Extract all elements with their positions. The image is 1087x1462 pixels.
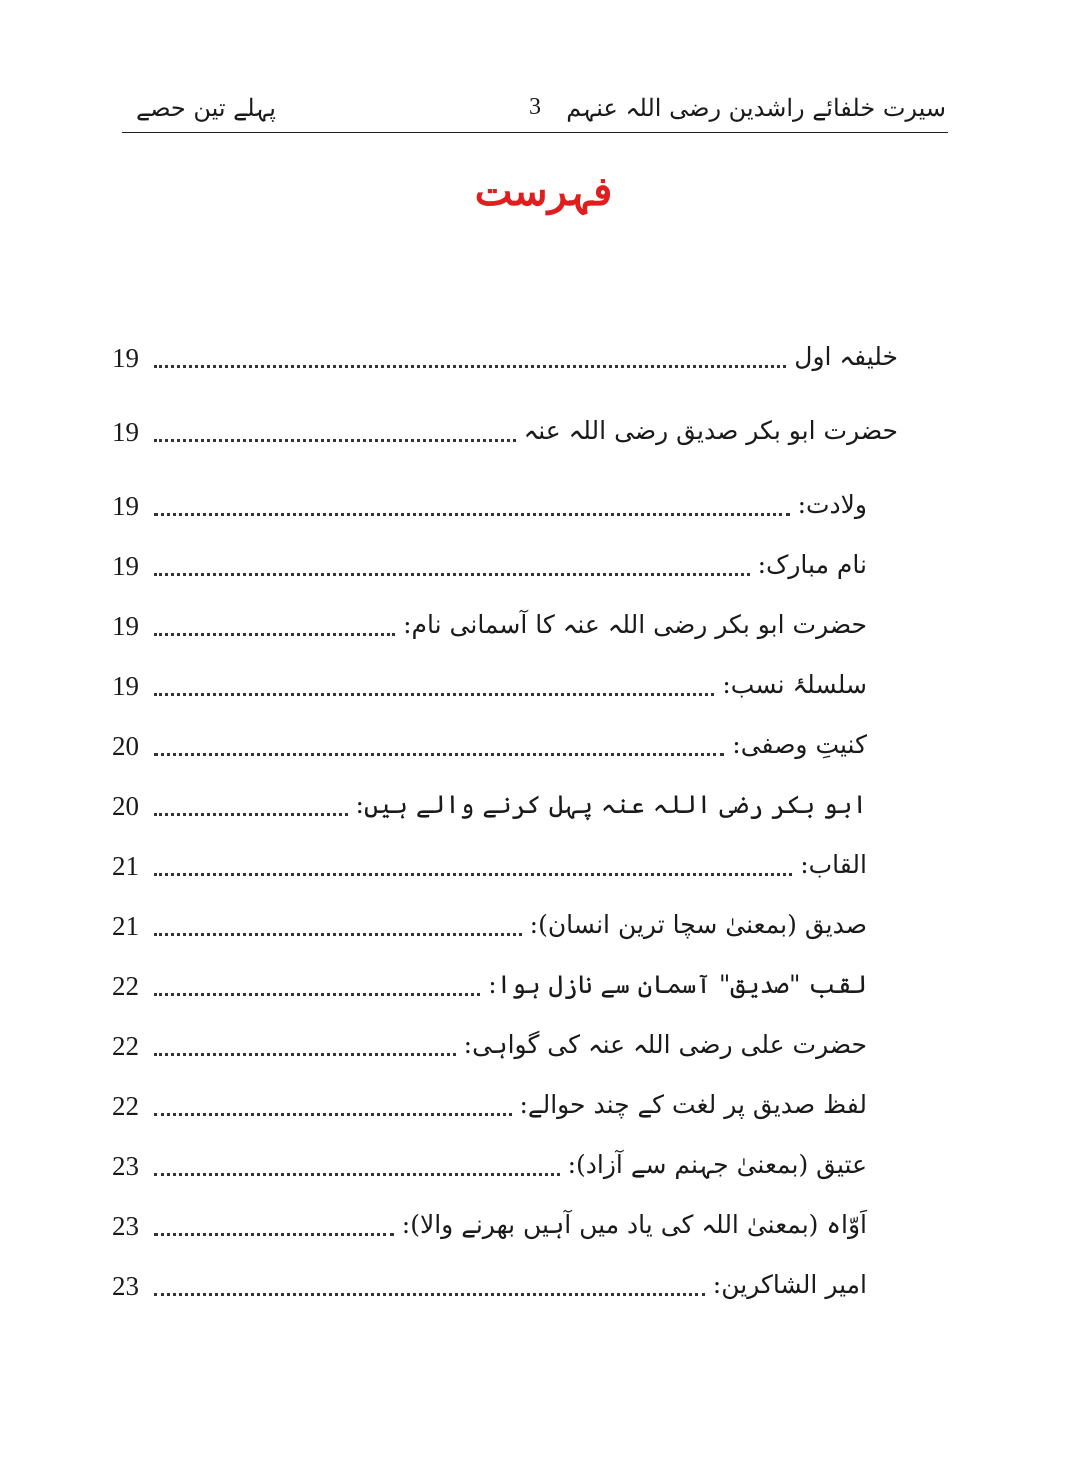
toc-leader-dots (154, 873, 792, 876)
toc-entry (112, 1076, 867, 1120)
toc-leader-dots (154, 439, 516, 442)
toc-entry-label: خلیفہ اول (794, 342, 898, 371)
toc-page-number: 22 (112, 1091, 139, 1121)
toc-leader-dots (154, 933, 522, 936)
toc-entry-label: عتیق (بمعنیٰ جہنم سے آزاد): (567, 1150, 867, 1179)
toc-entry (112, 596, 867, 640)
toc-entry-label: ولادت: (797, 490, 867, 519)
toc-page-number: 19 (112, 491, 139, 521)
toc-leader-dots (154, 993, 480, 996)
toc-entry-label: امیر الشاکرین: (712, 1270, 867, 1299)
toc-entry (112, 1256, 867, 1300)
toc-entry-label: حضرت ابو بکر صدیق رضی اللہ عنہ (523, 416, 898, 445)
toc-entry (112, 1196, 867, 1240)
toc-entry-label: ابو بکر رضی اللہ عنہ پہل کرنے والے ہیں: (355, 790, 867, 819)
toc-page-number: 23 (112, 1271, 139, 1301)
toc-entry-label: صدیق (بمعنیٰ سچا ترین انسان): (529, 910, 867, 939)
toc-entry (112, 656, 867, 700)
toc-entry (112, 328, 898, 372)
toc-entry-label: سلسلۂ نسب: (722, 670, 867, 699)
toc-page-number: 19 (112, 671, 139, 701)
toc-page-number: 21 (112, 851, 139, 881)
toc-entry-label: لقب "صدیق" آسمان سے نازل ہوا: (488, 970, 867, 999)
toc-entry (112, 476, 867, 520)
toc-entry-label: حضرت ابو بکر رضی اللہ عنہ کا آسمانی نام: (403, 610, 867, 639)
toc-page-number: 19 (112, 551, 139, 581)
toc-leader-dots (154, 753, 724, 756)
toc-entry (112, 716, 867, 760)
page-header (122, 88, 948, 133)
toc-leader-dots (154, 813, 348, 816)
toc-leader-dots (154, 1233, 394, 1236)
toc-entry (112, 1016, 867, 1060)
toc-entry (112, 1136, 867, 1180)
toc-leader-dots (154, 1053, 456, 1056)
toc-entry (112, 956, 867, 1000)
toc-entry (112, 402, 898, 446)
toc-entry (112, 776, 867, 820)
toc-leader-dots (154, 1173, 560, 1176)
toc-entry-label: لفظ صدیق پر لغت کے چند حوالے: (519, 1090, 867, 1119)
toc-page-number: 23 (112, 1151, 139, 1181)
toc-page-number: 19 (112, 343, 139, 373)
toc-entry (112, 536, 867, 580)
toc-entry-label: نام مبارک: (757, 550, 867, 579)
toc-page-number: 22 (112, 971, 139, 1001)
toc-leader-dots (154, 1113, 512, 1116)
toc-leader-dots (154, 1293, 705, 1296)
toc-entry-label: حضرت علی رضی اللہ عنہ کی گواہی: (463, 1030, 867, 1059)
toc-entry-label: کنیتِ وصفی: (732, 730, 867, 759)
toc-page-number: 21 (112, 911, 139, 941)
toc-entry (112, 836, 867, 880)
toc-leader-dots (154, 513, 790, 516)
toc-page-number: 20 (112, 731, 139, 761)
toc-page-number: 20 (112, 791, 139, 821)
header-book-title: سیرت خلفائے راشدین رضی اللہ عنہم (566, 94, 946, 122)
header-section-label: پہلے تین حصے (136, 94, 276, 122)
toc-page-number: 22 (112, 1031, 139, 1061)
toc-leader-dots (154, 693, 714, 696)
toc-leader-dots (154, 633, 395, 636)
toc-entry (112, 896, 867, 940)
page-title: فہرست (474, 168, 613, 215)
toc-page-number: 19 (112, 417, 139, 447)
toc-leader-dots (154, 573, 750, 576)
toc-entry-label: اَوّاہ (بمعنیٰ اللہ کی یاد میں آہیں بھرنے والا): (401, 1210, 867, 1239)
toc-leader-dots (154, 365, 786, 368)
toc-page-number: 19 (112, 611, 139, 641)
page-number: 3 (529, 94, 541, 120)
toc-page-number: 23 (112, 1211, 139, 1241)
toc-entry-label: القاب: (800, 850, 867, 879)
